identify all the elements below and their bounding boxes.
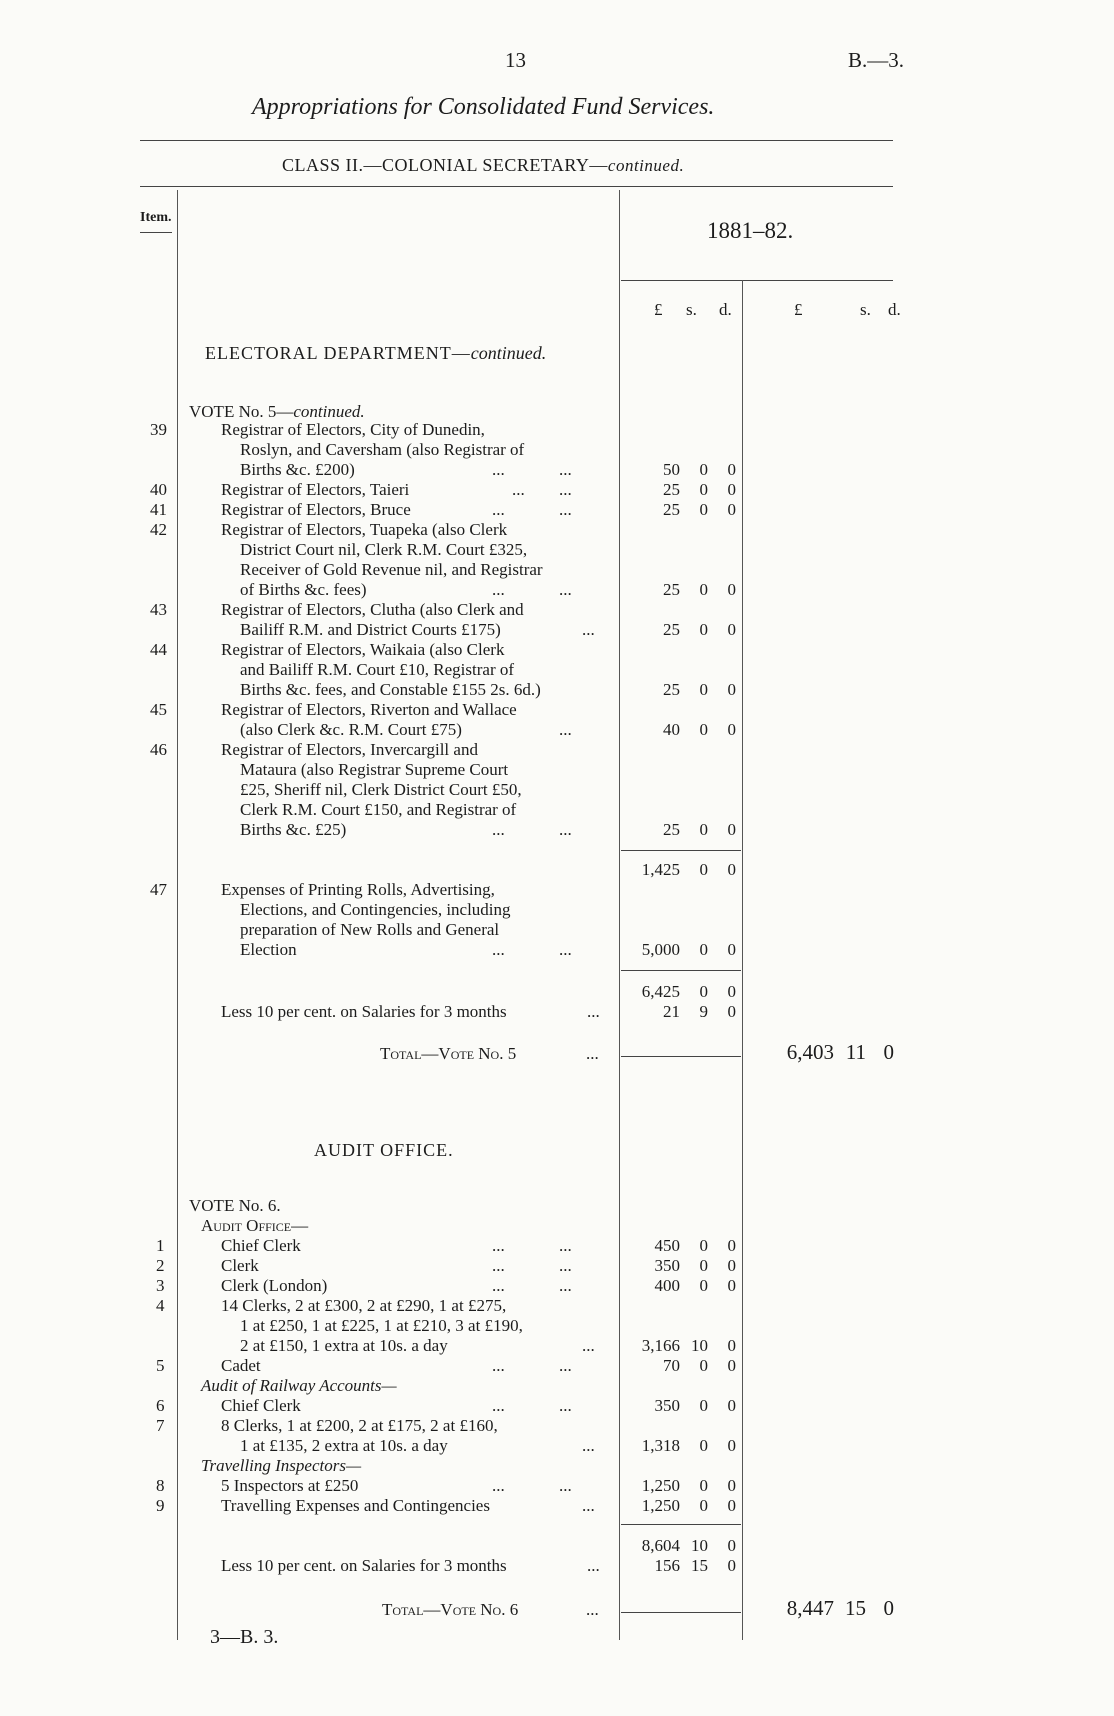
leader-dots: ... — [559, 1256, 572, 1275]
amount-shillings: 0 — [699, 1496, 708, 1515]
line-39b: Roslyn, and Caversham (also Registrar of — [240, 440, 525, 459]
sum-rule — [621, 850, 741, 851]
line-46c: £25, Sheriff nil, Clerk District Court £50, — [240, 780, 522, 799]
sum-rule — [621, 970, 741, 971]
subtotal-shillings: 0 — [699, 860, 708, 879]
line-44c: Births &c. fees, and Constable £155 2s. 6d.) — [240, 680, 541, 699]
amount-shillings: 0 — [699, 720, 708, 739]
amount-pounds: 1,318 — [641, 1436, 680, 1455]
total-vote-5-pence: 0 — [883, 1040, 894, 1064]
total-vote-6-label: Total—Vote No. 6 — [382, 1600, 519, 1619]
line-46a: Registrar of Electors, Invercargill and — [221, 740, 478, 759]
amount-pence: 0 — [727, 480, 736, 499]
less-pounds: 21 — [663, 1002, 680, 1021]
vote-5-heading: VOTE No. 5—continued. — [189, 402, 365, 421]
pence-header-1: d. — [719, 300, 732, 319]
footer-signature: 3—B. 3. — [210, 1626, 279, 1648]
vote-6-heading: VOTE No. 6. — [189, 1196, 281, 1215]
year-rule — [621, 280, 893, 281]
leader-dots: ... — [492, 580, 505, 599]
item-number: 43 — [150, 600, 167, 619]
leader-dots: ... — [512, 480, 525, 499]
total-vote-6-pounds: 8,447 — [786, 1596, 834, 1620]
subtotal-pounds: 6,425 — [641, 982, 680, 1001]
leader-dots: ... — [492, 1256, 505, 1275]
leader-dots: ... — [586, 1044, 599, 1063]
line-a3: Clerk (London) — [221, 1276, 328, 1295]
leader-dots: ... — [492, 460, 505, 479]
line-a4b: 1 at £250, 1 at £225, 1 at £210, 3 at £190, — [240, 1316, 523, 1335]
electoral-heading: ELECTORAL DEPARTMENT—continued. — [205, 343, 547, 363]
item-number: 41 — [150, 500, 167, 519]
item-number: 40 — [150, 480, 167, 499]
line-46b: Mataura (also Registrar Supreme Court — [240, 760, 509, 779]
amount-pounds: 1,250 — [641, 1496, 680, 1515]
line-a4c: 2 at £150, 1 extra at 10s. a day — [240, 1336, 448, 1355]
line-a7b: 1 at £135, 2 extra at 10s. a day — [240, 1436, 448, 1455]
subtotal-pence: 0 — [727, 1536, 736, 1555]
amount-pounds: 25 — [663, 500, 680, 519]
amount-shillings: 0 — [699, 1276, 708, 1295]
amount-pence: 0 — [727, 940, 736, 959]
less-deduction-label: Less 10 per cent. on Salaries for 3 months — [221, 1002, 507, 1021]
shilling-header-2: s. — [860, 300, 871, 319]
line-45b: (also Clerk &c. R.M. Court £75) — [240, 720, 462, 739]
subtotal-pounds: 1,425 — [641, 860, 680, 879]
amount-pence: 0 — [727, 680, 736, 699]
amount-pounds: 70 — [663, 1356, 680, 1375]
less-pence: 0 — [727, 1002, 736, 1021]
amount-shillings: 0 — [699, 480, 708, 499]
amount-pence: 0 — [727, 1236, 736, 1255]
leader-dots: ... — [492, 1236, 505, 1255]
less-shillings: 15 — [691, 1556, 708, 1575]
line-42d: of Births &c. fees) — [240, 580, 367, 599]
item-number: 45 — [150, 700, 167, 719]
amount-shillings: 0 — [699, 1256, 708, 1275]
amount-pounds: 350 — [654, 1396, 680, 1415]
item-number: 4 — [156, 1296, 165, 1315]
class-heading: CLASS II.—COLONIAL SECRETARY—continued. — [282, 155, 685, 175]
subtotal-column-rule — [742, 280, 743, 1640]
line-40: Registrar of Electors, Taieri — [221, 480, 410, 499]
line-42b: District Court nil, Clerk R.M. Court £325, — [240, 540, 528, 559]
leader-dots: ... — [587, 1556, 600, 1575]
class-rule — [140, 186, 893, 187]
subtotal-shillings: 10 — [691, 1536, 708, 1555]
amount-shillings: 0 — [699, 1356, 708, 1375]
amount-pounds: 25 — [663, 620, 680, 639]
leader-dots: ... — [559, 460, 572, 479]
line-47c: preparation of New Rolls and General — [240, 920, 500, 939]
amount-shillings: 0 — [699, 1476, 708, 1495]
leader-dots: ... — [582, 1436, 595, 1455]
amount-pounds: 50 — [663, 460, 680, 479]
line-45a: Registrar of Electors, Riverton and Wallace — [221, 700, 517, 719]
amount-pounds: 450 — [654, 1236, 680, 1255]
leader-dots: ... — [559, 1476, 572, 1495]
travelling-inspectors-subheading: Travelling Inspectors— — [201, 1456, 362, 1475]
line-43a: Registrar of Electors, Clutha (also Clerk and — [221, 600, 524, 619]
item-number: 7 — [156, 1416, 165, 1435]
line-a1: Chief Clerk — [221, 1236, 301, 1255]
leader-dots: ... — [559, 500, 572, 519]
line-39a: Registrar of Electors, City of Dunedin, — [221, 420, 485, 439]
leader-dots: ... — [559, 940, 572, 959]
amount-shillings: 0 — [699, 460, 708, 479]
amount-pounds: 3,166 — [641, 1336, 680, 1355]
line-43b: Bailiff R.M. and District Courts £175) — [240, 620, 501, 639]
leader-dots: ... — [586, 1600, 599, 1619]
amount-shillings: 0 — [699, 680, 708, 699]
leader-dots: ... — [559, 1236, 572, 1255]
amount-pence: 0 — [727, 1476, 736, 1495]
leader-dots: ... — [587, 1002, 600, 1021]
leader-dots: ... — [559, 480, 572, 499]
total-dash-rule — [621, 1612, 741, 1613]
pound-header-2: £ — [794, 300, 803, 319]
item-number: 5 — [156, 1356, 165, 1375]
amount-pence: 0 — [727, 1256, 736, 1275]
item-number: 9 — [156, 1496, 165, 1515]
item-column-rule — [177, 190, 178, 1640]
amount-pence: 0 — [727, 580, 736, 599]
leader-dots: ... — [492, 1396, 505, 1415]
item-number: 46 — [150, 740, 167, 759]
line-41: Registrar of Electors, Bruce — [221, 500, 411, 519]
shilling-header-1: s. — [686, 300, 697, 319]
leader-dots: ... — [492, 1276, 505, 1295]
amount-shillings: 0 — [699, 940, 708, 959]
line-a8: 5 Inspectors at £250 — [221, 1476, 359, 1495]
amount-shillings: 0 — [699, 1436, 708, 1455]
total-vote-5-shillings: 11 — [845, 1040, 866, 1064]
amount-pence: 0 — [727, 1496, 736, 1515]
item-number: 42 — [150, 520, 167, 539]
leader-dots: ... — [582, 620, 595, 639]
amount-pence: 0 — [727, 1396, 736, 1415]
total-dash-rule — [621, 1056, 741, 1057]
railway-accounts-subheading: Audit of Railway Accounts— — [201, 1376, 397, 1395]
line-39c: Births &c. £200) — [240, 460, 355, 479]
amount-pounds: 25 — [663, 580, 680, 599]
leader-dots: ... — [559, 580, 572, 599]
amount-pence: 0 — [727, 720, 736, 739]
amount-shillings: 0 — [699, 1236, 708, 1255]
amount-pounds: 350 — [654, 1256, 680, 1275]
item-number: 8 — [156, 1476, 165, 1495]
less-deduction-label: Less 10 per cent. on Salaries for 3 months — [221, 1556, 507, 1575]
sum-rule — [621, 1524, 741, 1525]
line-42a: Registrar of Electors, Tuapeka (also Clerk — [221, 520, 508, 539]
amount-pence: 0 — [727, 820, 736, 839]
item-number: 2 — [156, 1256, 165, 1275]
subtotal-pence: 0 — [727, 982, 736, 1001]
audit-office-heading: AUDIT OFFICE. — [314, 1140, 454, 1160]
less-shillings: 9 — [699, 1002, 708, 1021]
amount-pounds: 40 — [663, 720, 680, 739]
leader-dots: ... — [559, 820, 572, 839]
amount-pence: 0 — [727, 620, 736, 639]
line-a6: Chief Clerk — [221, 1396, 301, 1415]
year-header: 1881–82. — [707, 218, 794, 243]
audit-office-subheading: Audit Office— — [201, 1216, 309, 1235]
document-reference: B.—3. — [848, 48, 905, 72]
line-44a: Registrar of Electors, Waikaia (also Clerk — [221, 640, 505, 659]
line-47d: Election — [240, 940, 297, 959]
line-46d: Clerk R.M. Court £150, and Registrar of — [240, 800, 517, 819]
page-number: 13 — [505, 48, 526, 72]
total-vote-5-pounds: 6,403 — [786, 1040, 834, 1064]
item-header-rule — [140, 232, 172, 233]
line-a5: Cadet — [221, 1356, 261, 1375]
pound-header-1: £ — [654, 300, 663, 319]
amount-pounds: 400 — [654, 1276, 680, 1295]
less-pence: 0 — [727, 1556, 736, 1575]
amount-pence: 0 — [727, 1436, 736, 1455]
title-rule — [140, 140, 893, 141]
line-a7a: 8 Clerks, 1 at £200, 2 at £175, 2 at £160, — [221, 1416, 498, 1435]
total-vote-6-pence: 0 — [883, 1596, 894, 1620]
leader-dots: ... — [492, 1476, 505, 1495]
leader-dots: ... — [492, 940, 505, 959]
amount-pounds: 25 — [663, 480, 680, 499]
leader-dots: ... — [492, 820, 505, 839]
total-vote-5-label: Total—Vote No. 5 — [380, 1044, 517, 1063]
amount-shillings: 0 — [699, 1396, 708, 1415]
amount-shillings: 0 — [699, 500, 708, 519]
total-vote-6-shillings: 15 — [845, 1596, 866, 1620]
line-46e: Births &c. £25) — [240, 820, 347, 839]
amount-shillings: 0 — [699, 820, 708, 839]
amount-shillings: 0 — [699, 580, 708, 599]
amount-pence: 0 — [727, 460, 736, 479]
leader-dots: ... — [559, 1276, 572, 1295]
line-a2: Clerk — [221, 1256, 259, 1275]
item-number: 3 — [156, 1276, 165, 1295]
leader-dots: ... — [559, 720, 572, 739]
amount-pounds: 25 — [663, 680, 680, 699]
leader-dots: ... — [492, 500, 505, 519]
amount-pounds: 1,250 — [641, 1476, 680, 1495]
leader-dots: ... — [582, 1496, 595, 1515]
subtotal-pounds: 8,604 — [641, 1536, 680, 1555]
leader-dots: ... — [559, 1396, 572, 1415]
item-number: 1 — [156, 1236, 165, 1255]
amount-shillings: 0 — [699, 620, 708, 639]
amount-pence: 0 — [727, 1336, 736, 1355]
amount-shillings: 10 — [691, 1336, 708, 1355]
line-42c: Receiver of Gold Revenue nil, and Registrar — [240, 560, 543, 579]
amount-pence: 0 — [727, 1276, 736, 1295]
leader-dots: ... — [492, 1356, 505, 1375]
line-a9: Travelling Expenses and Contingencies — [221, 1496, 490, 1515]
page-title: Appropriations for Consolidated Fund Services. — [252, 94, 715, 120]
amount-pence: 0 — [727, 500, 736, 519]
line-44b: and Bailiff R.M. Court £10, Registrar of — [240, 660, 515, 679]
pence-header-2: d. — [888, 300, 901, 319]
subtotal-shillings: 0 — [699, 982, 708, 1001]
item-number: 6 — [156, 1396, 165, 1415]
amount-pounds: 5,000 — [641, 940, 680, 959]
less-pounds: 156 — [654, 1556, 680, 1575]
item-column-header: Item. — [140, 210, 172, 225]
leader-dots: ... — [582, 1336, 595, 1355]
line-a4a: 14 Clerks, 2 at £300, 2 at £290, 1 at £275, — [221, 1296, 507, 1315]
line-47a: Expenses of Printing Rolls, Advertising, — [221, 880, 495, 899]
item-number: 44 — [150, 640, 167, 659]
leader-dots: ... — [559, 1356, 572, 1375]
subtotal-pence: 0 — [727, 860, 736, 879]
amount-pence: 0 — [727, 1356, 736, 1375]
amount-pounds: 25 — [663, 820, 680, 839]
line-47b: Elections, and Contingencies, including — [240, 900, 511, 919]
item-number: 39 — [150, 420, 167, 439]
description-column-rule — [619, 190, 620, 1640]
item-number: 47 — [150, 880, 167, 899]
